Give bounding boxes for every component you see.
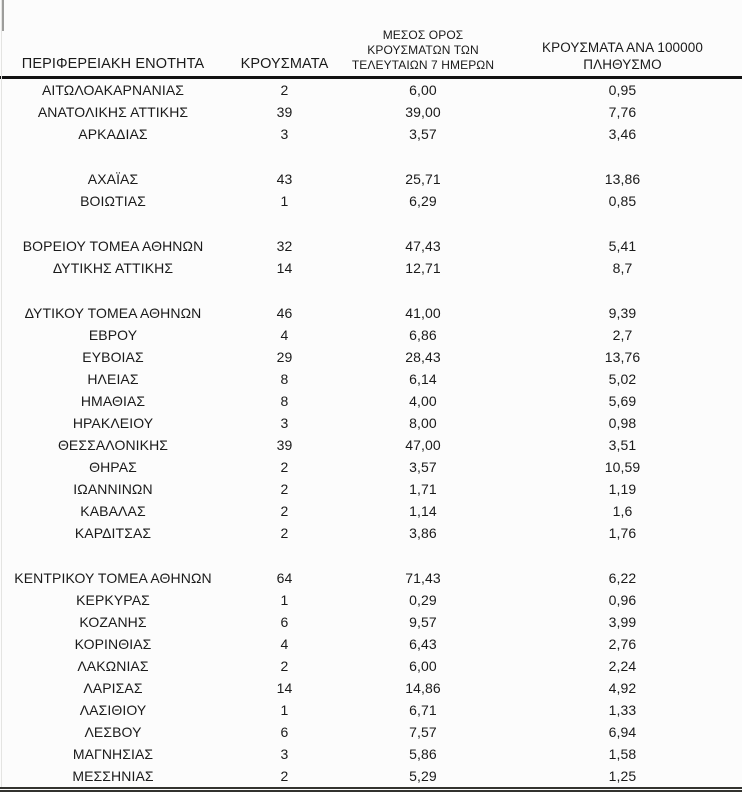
- header-line: ΤΕΛΕΥΤΑΙΩΝ 7 ΗΜΕΡΩΝ: [351, 58, 495, 72]
- table-row: [0, 346, 742, 368]
- table-row: [0, 190, 742, 212]
- avg7-cell: 6,86: [409, 327, 437, 343]
- cases-cell: 3: [280, 415, 289, 431]
- per100k-cell: 10,59: [604, 459, 641, 475]
- per100k-cell: 4,92: [608, 680, 637, 696]
- table-row: [0, 324, 742, 346]
- per100k-cell: 0,98: [608, 415, 637, 431]
- header-row: [0, 0, 742, 78]
- avg7-cell: 47,43: [405, 238, 441, 254]
- cases-cell: 2: [280, 525, 289, 541]
- per100k-cell: 6,94: [608, 724, 637, 740]
- table-row: [0, 412, 742, 434]
- table-row: [0, 611, 742, 633]
- avg7-cell: 5,29: [409, 768, 437, 784]
- avg7-cell: 47,00: [405, 437, 441, 453]
- region-cell: ΗΛΕΙΑΣ: [87, 371, 139, 387]
- per100k-cell: 2,76: [608, 636, 637, 652]
- column-header-7day-average: [343, 0, 503, 78]
- per100k-cell: 9,39: [608, 305, 637, 321]
- region-cell: ΕΥΒΟΙΑΣ: [82, 349, 144, 365]
- cases-cell: 46: [276, 305, 293, 321]
- table-row: [0, 390, 742, 412]
- cases-cell: 1: [280, 702, 289, 718]
- per100k-cell: 3,51: [608, 437, 637, 453]
- avg7-cell: 3,57: [409, 126, 437, 142]
- avg7-cell: 6,43: [409, 636, 437, 652]
- per100k-cell: 0,95: [608, 82, 637, 98]
- table-row: [0, 633, 742, 655]
- avg7-cell: 5,86: [409, 746, 437, 762]
- table-row: [0, 522, 742, 544]
- table-header: [0, 0, 742, 78]
- region-cell: ΙΩΑΝΝΙΝΩΝ: [73, 481, 153, 497]
- per100k-cell: 13,86: [604, 171, 641, 187]
- table-row: [0, 743, 742, 765]
- per100k-cell: 2,24: [608, 658, 637, 674]
- region-cell: ΗΜΑΘΙΑΣ: [80, 393, 146, 409]
- per100k-cell: 1,33: [608, 702, 637, 718]
- header-line: ΜΕΣΟΣ ΟΡΟΣ: [382, 28, 464, 42]
- table-row: [0, 655, 742, 677]
- cases-cell: 2: [280, 82, 289, 98]
- per100k-cell: 0,96: [608, 592, 637, 608]
- region-cell: ΑΙΤΩΛΟΑΚΑΡΝΑΝΙΑΣ: [41, 82, 185, 98]
- spacer-row: [0, 212, 742, 235]
- cases-cell: 29: [276, 349, 293, 365]
- avg7-cell: 3,57: [409, 459, 437, 475]
- per100k-cell: 3,99: [608, 614, 637, 630]
- table-row: [0, 368, 742, 390]
- avg7-cell: 14,86: [405, 680, 441, 696]
- table-row: [0, 123, 742, 145]
- cases-cell: 2: [280, 768, 289, 784]
- table-body: [0, 78, 742, 790]
- region-cell: ΛΑΡΙΣΑΣ: [83, 680, 143, 696]
- header-line: ΠΕΡΙΦΕΡΕΙΑΚΗ ΕΝΟΤΗΤΑ: [21, 56, 205, 72]
- region-cell: ΚΕΝΤΡΙΚΟΥ ΤΟΜΕΑ ΑΘΗΝΩΝ: [14, 570, 212, 586]
- avg7-cell: 1,71: [409, 481, 437, 497]
- cases-cell: 6: [280, 724, 289, 740]
- table-row: [0, 500, 742, 522]
- header-line: ΚΡΟΥΣΜΑΤΑ ΑΝΑ 100000: [542, 40, 703, 55]
- per100k-cell: 1,19: [608, 481, 637, 497]
- spacer-cell: [0, 145, 742, 168]
- cases-cell: 4: [280, 636, 289, 652]
- avg7-cell: 4,00: [409, 393, 437, 409]
- cases-cell: 32: [276, 238, 293, 254]
- region-cell: ΑΧΑΪΑΣ: [87, 171, 139, 187]
- column-header-cases-per-100k: [503, 0, 742, 78]
- region-cell: ΛΑΣΙΘΙΟΥ: [79, 702, 147, 718]
- region-cell: ΛΑΚΩΝΙΑΣ: [77, 658, 149, 674]
- region-cell: ΚΑΡΔΙΤΣΑΣ: [74, 525, 152, 541]
- cases-cell: 2: [280, 658, 289, 674]
- region-cell: ΚΟΖΑΝΗΣ: [79, 614, 147, 630]
- region-cell: ΒΟΡΕΙΟΥ ΤΟΜΕΑ ΑΘΗΝΩΝ: [22, 238, 204, 254]
- avg7-cell: 6,71: [409, 702, 437, 718]
- region-cell: ΑΡΚΑΔΙΑΣ: [78, 126, 148, 142]
- avg7-cell: 1,14: [409, 503, 437, 519]
- cases-cell: 2: [280, 481, 289, 497]
- per100k-cell: 5,02: [608, 371, 637, 387]
- table-row: [0, 765, 742, 790]
- table-row: [0, 567, 742, 589]
- avg7-cell: 9,57: [409, 614, 437, 630]
- spacer-cell: [0, 279, 742, 302]
- region-cell: ΚΑΒΑΛΑΣ: [80, 503, 146, 519]
- per100k-cell: 2,7: [612, 327, 633, 343]
- avg7-cell: 0,29: [409, 592, 437, 608]
- per100k-cell: 5,41: [608, 238, 637, 254]
- table-row: [0, 434, 742, 456]
- region-cell: ΗΡΑΚΛΕΙΟΥ: [72, 415, 154, 431]
- avg7-cell: 41,00: [405, 305, 441, 321]
- cases-cell: 3: [280, 126, 289, 142]
- table-row: [0, 168, 742, 190]
- cases-cell: 43: [276, 171, 293, 187]
- region-cell: ΛΕΣΒΟΥ: [84, 724, 142, 740]
- region-cell: ΜΑΓΝΗΣΙΑΣ: [72, 746, 154, 762]
- avg7-cell: 8,00: [409, 415, 437, 431]
- cases-cell: 2: [280, 459, 289, 475]
- avg7-cell: 28,43: [405, 349, 441, 365]
- avg7-cell: 39,00: [405, 104, 441, 120]
- header-line: ΠΛΗΘΥΣΜΟ: [583, 57, 662, 72]
- table-row: [0, 101, 742, 123]
- column-header-cases: [226, 0, 343, 78]
- region-cell: ΕΒΡΟΥ: [88, 327, 138, 343]
- region-cell: ΜΕΣΣΗΝΙΑΣ: [72, 768, 154, 784]
- table-row: [0, 721, 742, 743]
- table-row: [0, 257, 742, 279]
- region-cell: ΑΝΑΤΟΛΙΚΗΣ ΑΤΤΙΚΗΣ: [37, 104, 189, 120]
- per100k-cell: 0,85: [608, 193, 637, 209]
- table-row: [0, 699, 742, 721]
- spacer-cell: [0, 212, 742, 235]
- cases-cell: 1: [280, 193, 289, 209]
- table-row: [0, 478, 742, 500]
- per100k-cell: 1,76: [608, 525, 637, 541]
- avg7-cell: 7,57: [409, 724, 437, 740]
- per100k-cell: 1,25: [608, 768, 637, 784]
- region-cell: ΔΥΤΙΚΟΥ ΤΟΜΕΑ ΑΘΗΝΩΝ: [24, 305, 202, 321]
- per100k-cell: 1,58: [608, 746, 637, 762]
- table-row: [0, 302, 742, 324]
- region-cell: ΘΕΣΣΑΛΟΝΙΚΗΣ: [57, 437, 169, 453]
- spacer-row: [0, 279, 742, 302]
- spacer-row: [0, 145, 742, 168]
- avg7-cell: 25,71: [405, 171, 441, 187]
- cases-cell: 3: [280, 746, 289, 762]
- table-row: [0, 78, 742, 102]
- cases-cell: 4: [280, 327, 289, 343]
- header-line: ΚΡΟΥΣΜΑΤΑ: [240, 56, 329, 72]
- per100k-cell: 6,22: [608, 570, 637, 586]
- avg7-cell: 71,43: [405, 570, 441, 586]
- cases-cell: 8: [280, 393, 289, 409]
- per100k-cell: 5,69: [608, 393, 637, 409]
- cases-cell: 2: [280, 503, 289, 519]
- per100k-cell: 7,76: [608, 104, 637, 120]
- region-cell: ΚΕΡΚΥΡΑΣ: [76, 592, 150, 608]
- column-header-region: [0, 0, 226, 78]
- cases-cell: 14: [276, 260, 293, 276]
- region-cell: ΘΗΡΑΣ: [89, 459, 137, 475]
- per100k-cell: 13,76: [604, 349, 641, 365]
- cases-cell: 39: [276, 437, 293, 453]
- per100k-cell: 3,46: [608, 126, 637, 142]
- avg7-cell: 6,14: [409, 371, 437, 387]
- cases-cell: 1: [280, 592, 289, 608]
- cases-cell: 8: [280, 371, 289, 387]
- avg7-cell: 6,29: [409, 193, 437, 209]
- per100k-cell: 8,7: [612, 260, 633, 276]
- avg7-cell: 3,86: [409, 525, 437, 541]
- avg7-cell: 6,00: [409, 82, 437, 98]
- spacer-row: [0, 544, 742, 567]
- region-cell: ΒΟΙΩΤΙΑΣ: [80, 193, 146, 209]
- region-cell: ΚΟΡΙΝΘΙΑΣ: [74, 636, 152, 652]
- per100k-cell: 1,6: [612, 503, 633, 519]
- cases-cell: 14: [276, 680, 293, 696]
- table-row: [0, 235, 742, 257]
- left-edge-artifact-top: [2, 0, 4, 31]
- avg7-cell: 6,00: [409, 658, 437, 674]
- avg7-cell: 12,71: [405, 260, 441, 276]
- table-row: [0, 677, 742, 699]
- table-row: [0, 456, 742, 478]
- table-row: [0, 589, 742, 611]
- cases-cell: 64: [276, 570, 293, 586]
- spacer-cell: [0, 544, 742, 567]
- cases-cell: 39: [276, 104, 293, 120]
- cases-cell: 6: [280, 614, 289, 630]
- left-edge-artifact: [1, 0, 2, 787]
- region-cell: ΔΥΤΙΚΗΣ ΑΤΤΙΚΗΣ: [52, 260, 174, 276]
- header-line: ΚΡΟΥΣΜΑΤΩΝ ΤΩΝ: [367, 43, 479, 57]
